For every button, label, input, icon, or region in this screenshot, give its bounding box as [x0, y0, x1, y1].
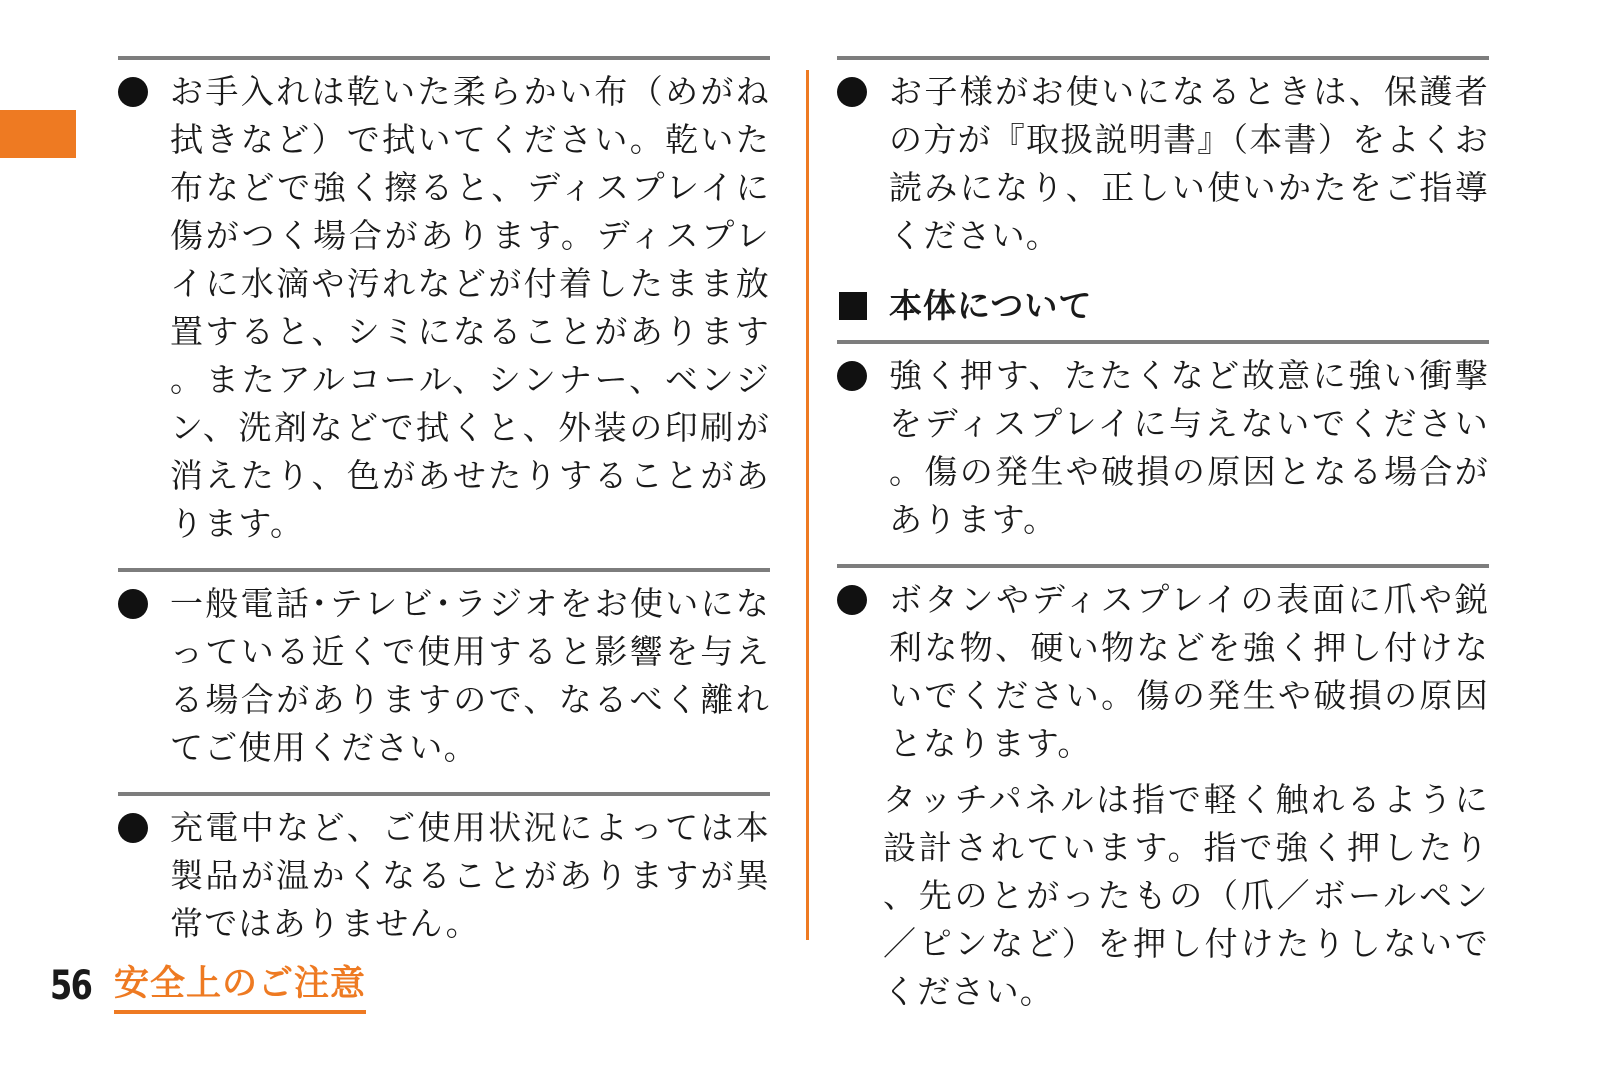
side-tab-marker	[0, 110, 76, 158]
bullet-icon	[118, 589, 148, 619]
list-item	[118, 568, 770, 772]
list-item	[837, 56, 1489, 260]
bullet-icon	[837, 361, 867, 391]
list-item	[118, 792, 770, 948]
list-item	[837, 564, 1489, 1016]
bullet-icon	[118, 77, 148, 107]
note-text: タッチパネルは指で軽く触れるように設計されています。指で強く押したり、先のとがったもの（爪／ボールペン／ピンなど）を押し付けたりしないでください。	[883, 780, 1489, 1011]
bullet-icon	[118, 813, 148, 843]
list-item-text: 強く押す、たたくなど故意に強い衝撃をディスプレイに与えないでください。傷の発生や破損の原因となる場合があります。	[889, 356, 1489, 539]
bullet-icon	[837, 77, 867, 107]
footer-section-link[interactable]: 安全上のご注意	[114, 958, 366, 1014]
bullet-icon	[837, 585, 867, 615]
page-number: 56	[50, 963, 92, 1009]
list-item-text: 一般電話･テレビ･ラジオをお使いになっている近くで使用すると影響を与える場合がありますので、なるべく離れてご使用ください。	[170, 584, 770, 767]
list-item	[837, 340, 1489, 544]
square-bullet-icon	[839, 292, 867, 320]
list-item-text: お手入れは乾いた柔らかい布（めがね拭きなど）で拭いてください。乾いた布などで強く擦ると、ディスプレイに傷がつく場合があります。ディスプレイに水滴や汚れなどが付着したまま放置すると、シミになることがあります。またアルコール、シンナー、ベンジン、洗剤などで拭くと、外装の印刷が消えたり、色があせたりすることがあります。	[170, 72, 770, 543]
section-heading	[837, 280, 1489, 332]
list-item	[118, 56, 770, 548]
section-heading-text: 本体について	[889, 286, 1093, 325]
list-item-text: ボタンやディスプレイの表面に爪や鋭利な物、硬い物などを強く押し付けないでください。傷の発生や破損の原因となります。	[889, 580, 1489, 763]
right-column	[837, 56, 1489, 1036]
column-divider	[806, 70, 809, 940]
left-column	[118, 56, 770, 968]
list-item-text: 充電中など、ご使用状況によっては本製品が温かくなることがありますが異常ではありません。	[170, 808, 770, 943]
list-item-text: お子様がお使いになるときは、保護者の方が『取扱説明書』（本書）をよくお読みになり、正しい使いかたをご指導ください。	[889, 72, 1489, 255]
